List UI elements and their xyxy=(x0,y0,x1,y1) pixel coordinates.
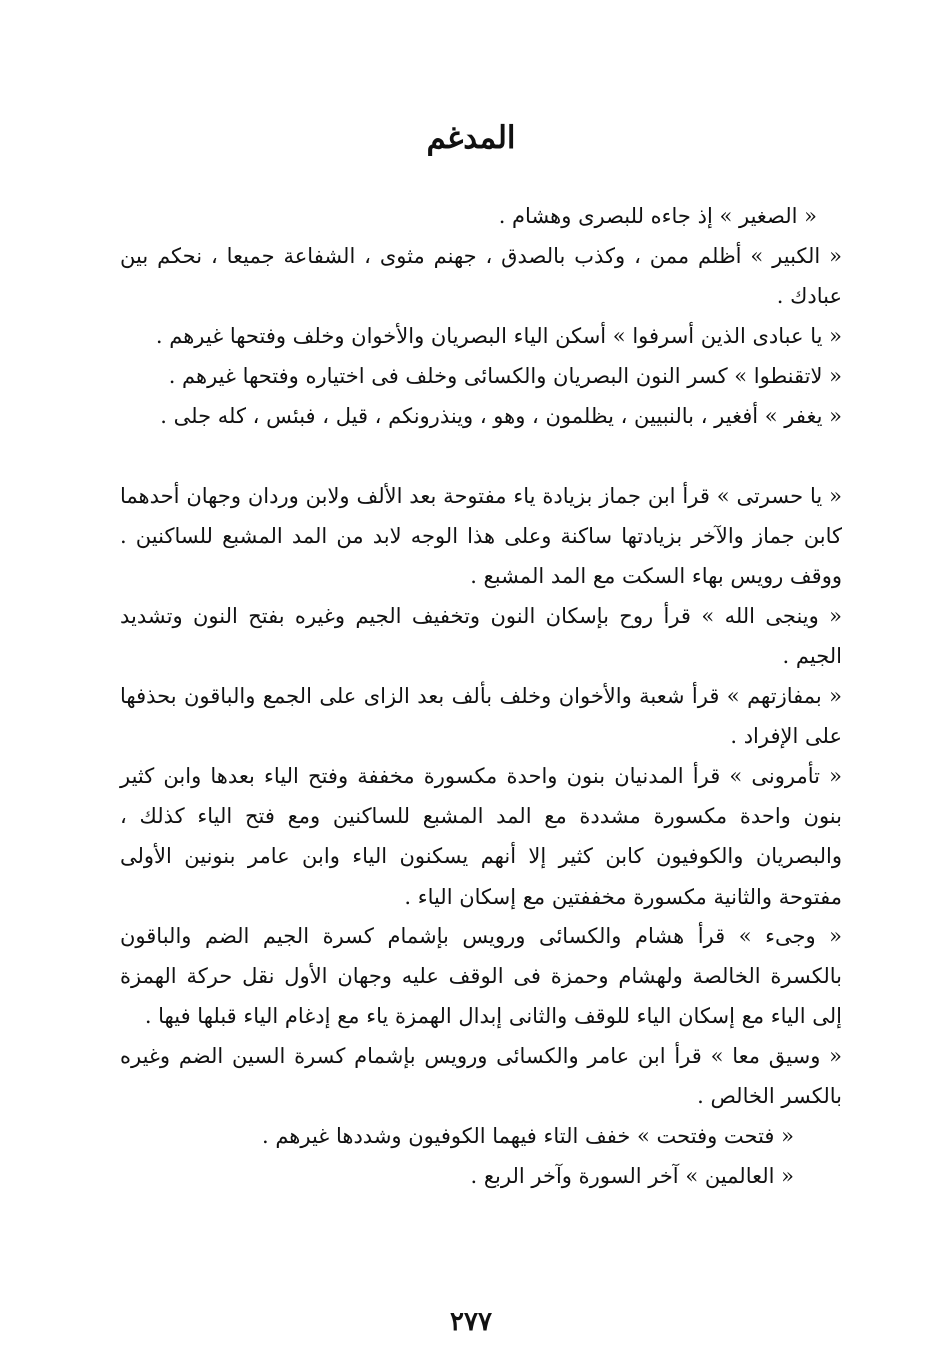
paragraph-2: « الكبير » أظلم ممن ، وكذب بالصدق ، جهنم مثوى ، الشفاعة جميعا ، نحكم بين عبادك . xyxy=(120,244,842,309)
paragraph-10: « وجىء » قرأ هشام والكسائى ورويس بإشمام كسرة الجيم الضم والباقون بالكسرة الخالصة ولهشام وحمزة فى الوقف عليه وجهان الأول نقل حركة الهمزة إلى الياء مع إسكان الياء للوقف والثانى إبدال الهمزة ياء مع إدغام الياء قبلها فيها . xyxy=(120,924,842,1029)
page-number: ٢٧٧ xyxy=(450,1307,492,1337)
paragraph-9: « تأمرونى » قرأ المدنيان بنون واحدة مكسورة مخففة وفتح الياء بعدها وابن كثير بنون واحدة مكسورة مشددة مع المد المشبع للساكنين ومع فتح الياء كذلك ، والبصريان والكوفيون كابن كثير إلا أنهم يسكنون الياء وابن عامر بنونين الأولى مفتوحة والثانية مكسورة مخففتين مع إسكان الياء . xyxy=(120,764,842,909)
paragraph-3: « يا عبادى الذين أسرفوا » أسكن الياء البصريان والأخوان وخلف وفتحها غيرهم . xyxy=(155,324,842,348)
paragraph-5: « يغفر » أفغير ، بالنبيين ، يظلمون ، وهو ، وينذرونكم ، قيل ، فبئس ، كله جلى . xyxy=(160,404,842,428)
paragraph-8: « بمفازتهم » قرأ شعبة والأخوان وخلف بألف بعد الزاى على الجمع والباقون بحذفها على الإفراد . xyxy=(120,684,842,749)
paragraph-6: « يا حسرتى » قرأ ابن جماز بزيادة ياء مفتوحة بعد الألف ولابن وردان وجهان أحدهما كابن جماز والآخر بزيادتها ساكنة وعلى هذا الوجه لابد من المد المشبع للساكنين . ووقف رويس بهاء السكت مع المد المشبع . xyxy=(120,484,842,589)
paragraph-1: « الصغير » إذ جاءه للبصرى وهشام . xyxy=(498,204,817,228)
paragraph-12: « فتحت وفتحت » خفف التاء فيهما الكوفيون وشددها غيرهم . xyxy=(261,1124,794,1148)
paragraph-7: « وينجى الله » قرأ روح بإسكان النون وتخفيف الجيم وغيره بفتح النون وتشديد الجيم . xyxy=(120,604,842,669)
paragraph-4: « لاتقنطوا » كسر النون البصريان والكسائى وخلف فى اختياره وفتحها غيرهم . xyxy=(168,364,842,388)
paragraph-13: « العالمين » آخر السورة وآخر الربع . xyxy=(470,1164,794,1188)
page-title: المدغم xyxy=(426,120,516,156)
paragraph-11: « وسيق معا » قرأ ابن عامر والكسائى ورويس بإشمام كسرة السين الضم وغيره بالكسر الخالص . xyxy=(120,1044,842,1109)
